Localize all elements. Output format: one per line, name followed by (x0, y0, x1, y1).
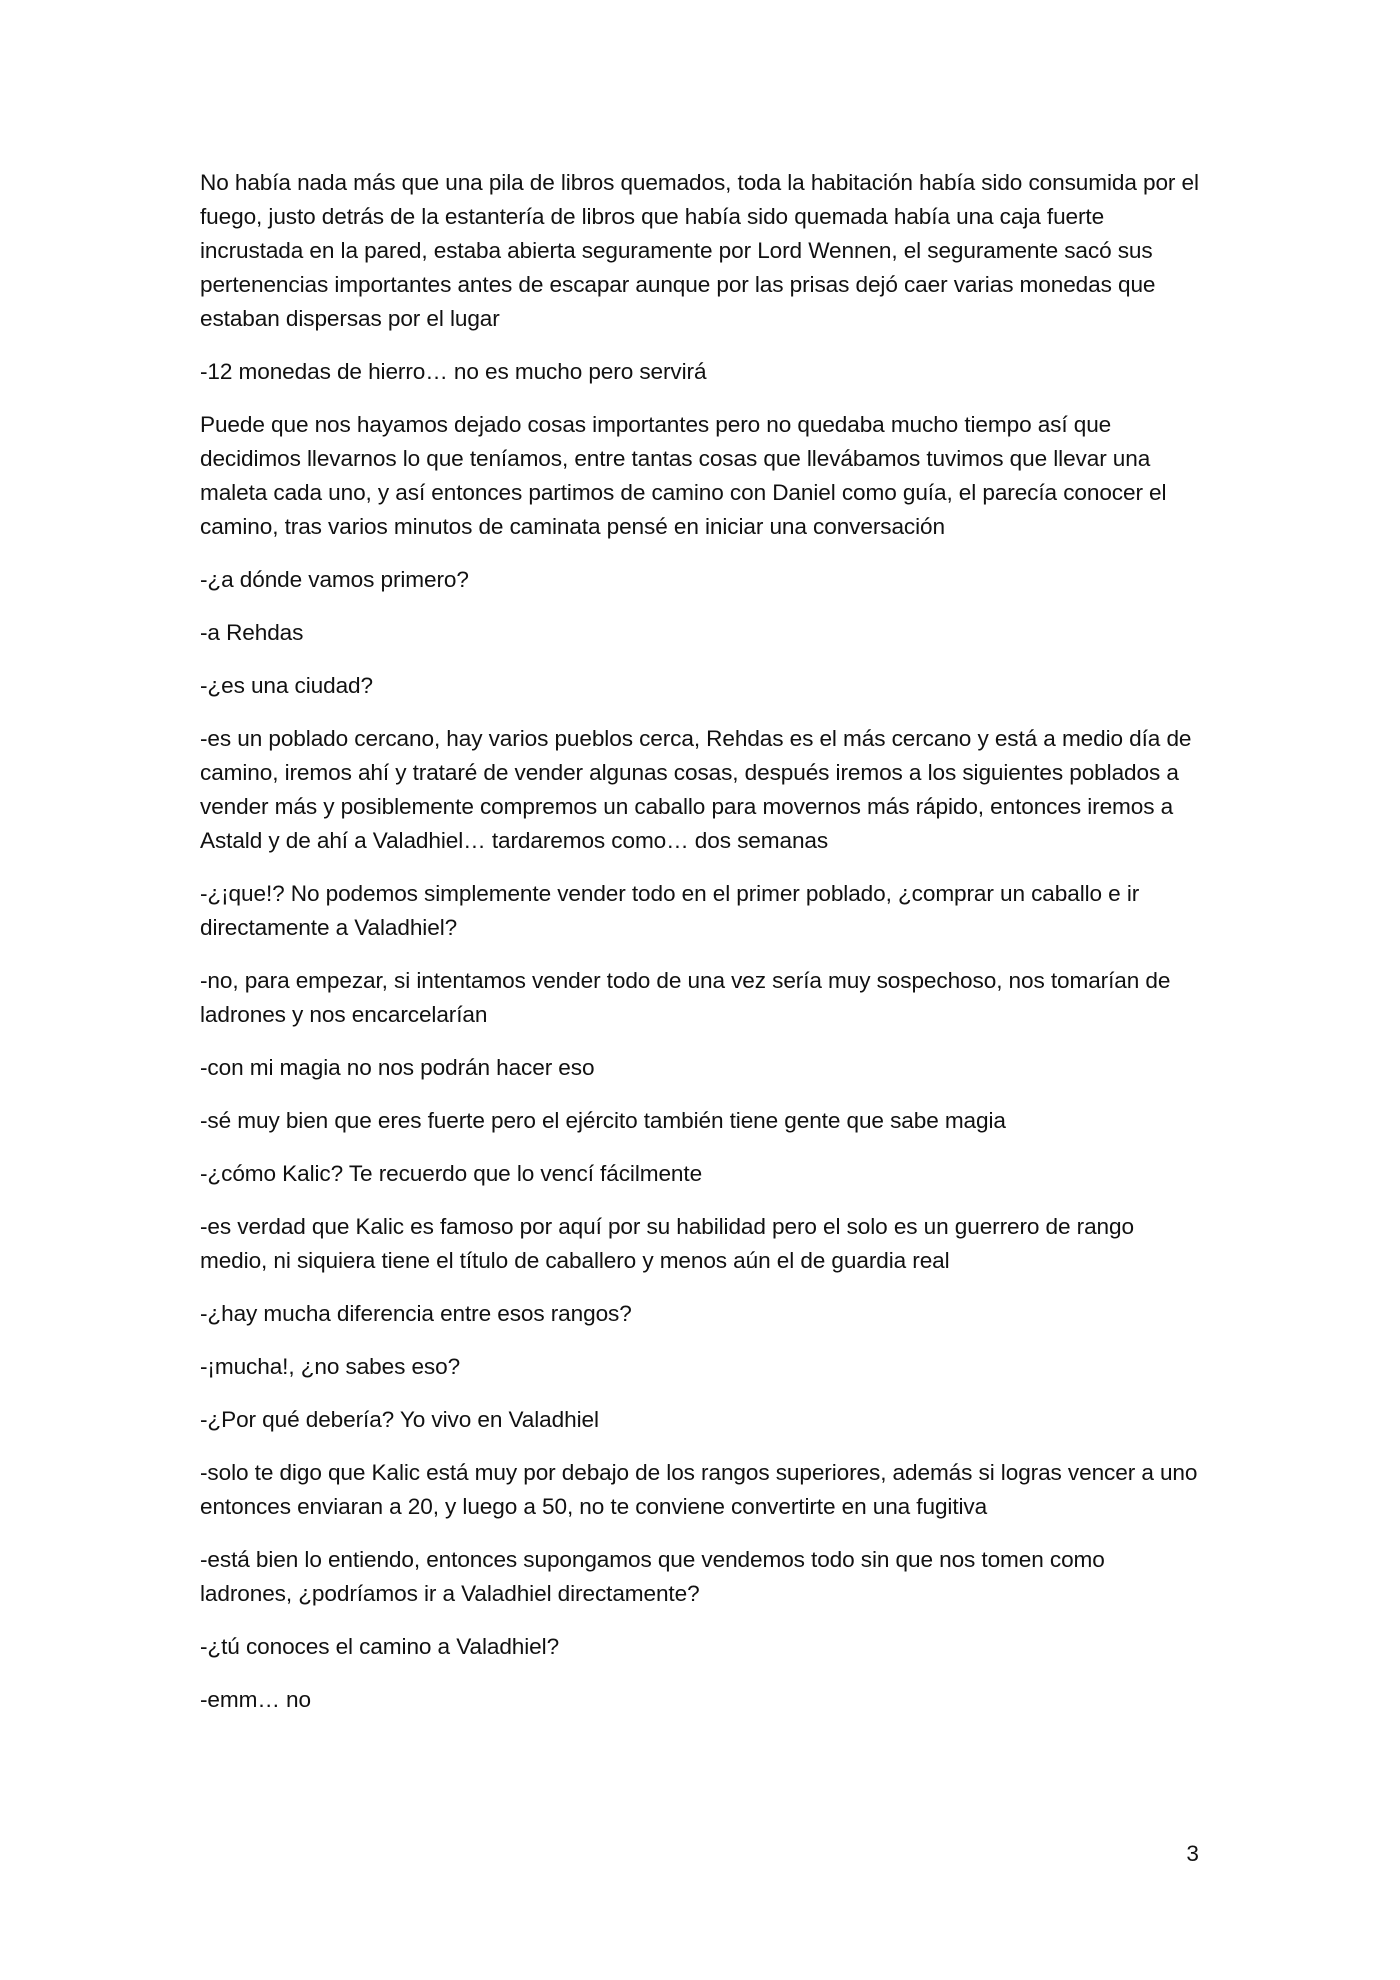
paragraph-dialogue: -solo te digo que Kalic está muy por debajo de los rangos superiores, además si logras vencer a uno entonces enviaran a 20, y luego a 50, no te conviene convertirte en una fugitiva (200, 1460, 1198, 1519)
paragraph-dialogue: -está bien lo entiendo, entonces supongamos que vendemos todo sin que nos tomen como ladrones, ¿podríamos ir a Valadhiel directamente? (200, 1547, 1105, 1606)
page-number: 3 (1186, 1841, 1199, 1866)
paragraph-dialogue: -¿tú conoces el camino a Valadhiel? (200, 1634, 560, 1659)
paragraph-dialogue: -no, para empezar, si intentamos vender todo de una vez sería muy sospechoso, nos tomarían de ladrones y nos encarcelarían (200, 968, 1171, 1027)
paragraph-dialogue: -es un poblado cercano, hay varios pueblos cerca, Rehdas es el más cercano y está a medio día de camino, iremos ahí y trataré de vender algunas cosas, después iremos a los siguientes poblados a vender más y posiblemente compremos un caballo para movernos más rápido, entonces iremos a Astald y de ahí a Valadhiel… tardaremos como… dos semanas (200, 726, 1192, 853)
paragraph-narration-burned-room: No había nada más que una pila de libros quemados, toda la habitación había sido consumida por el fuego, justo detrás de la estantería de libros que había sido quemada había una caja fuerte incrustada en la pared, estaba abierta seguramente por Lord Wennen, el seguramente sacó sus pertenencias importantes antes de escapar aunque por las prisas dejó caer varias monedas que estaban dispersas por el lugar (200, 170, 1199, 331)
paragraph-dialogue: -¿¡que!? No podemos simplemente vender todo en el primer poblado, ¿comprar un caballo e ir directamente a Valadhiel? (200, 881, 1140, 940)
paragraph-dialogue-coins: -12 monedas de hierro… no es mucho pero servirá (200, 359, 707, 384)
paragraph-dialogue: -es verdad que Kalic es famoso por aquí por su habilidad pero el solo es un guerrero de rango medio, ni siquiera tiene el título de caballero y menos aún el de guardia real (200, 1214, 1134, 1273)
paragraph-dialogue: -¡mucha!, ¿no sabes eso? (200, 1354, 461, 1379)
paragraph-dialogue: -con mi magia no nos podrán hacer eso (200, 1055, 595, 1080)
paragraph-dialogue: -¿hay mucha diferencia entre esos rangos? (200, 1301, 632, 1326)
paragraph-narration-departure: Puede que nos hayamos dejado cosas importantes pero no quedaba mucho tiempo así que decidimos llevarnos lo que teníamos, entre tantas cosas que llevábamos tuvimos que llevar una maleta cada uno, y así entonces partimos de camino con Daniel como guía, el parecía conocer el camino, tras varios minutos de caminata pensé en iniciar una conversación (200, 412, 1167, 539)
document-body (200, 166, 1200, 1736)
paragraph-dialogue: -a Rehdas (200, 620, 304, 645)
paragraph-dialogue: -¿cómo Kalic? Te recuerdo que lo vencí fácilmente (200, 1161, 703, 1186)
paragraph-dialogue: -sé muy bien que eres fuerte pero el ejército también tiene gente que sabe magia (200, 1108, 1006, 1133)
paragraph-dialogue: -¿a dónde vamos primero? (200, 567, 469, 592)
paragraph-dialogue: -¿Por qué debería? Yo vivo en Valadhiel (200, 1407, 599, 1432)
paragraph-dialogue: -emm… no (200, 1687, 311, 1712)
paragraph-dialogue: -¿es una ciudad? (200, 673, 373, 698)
